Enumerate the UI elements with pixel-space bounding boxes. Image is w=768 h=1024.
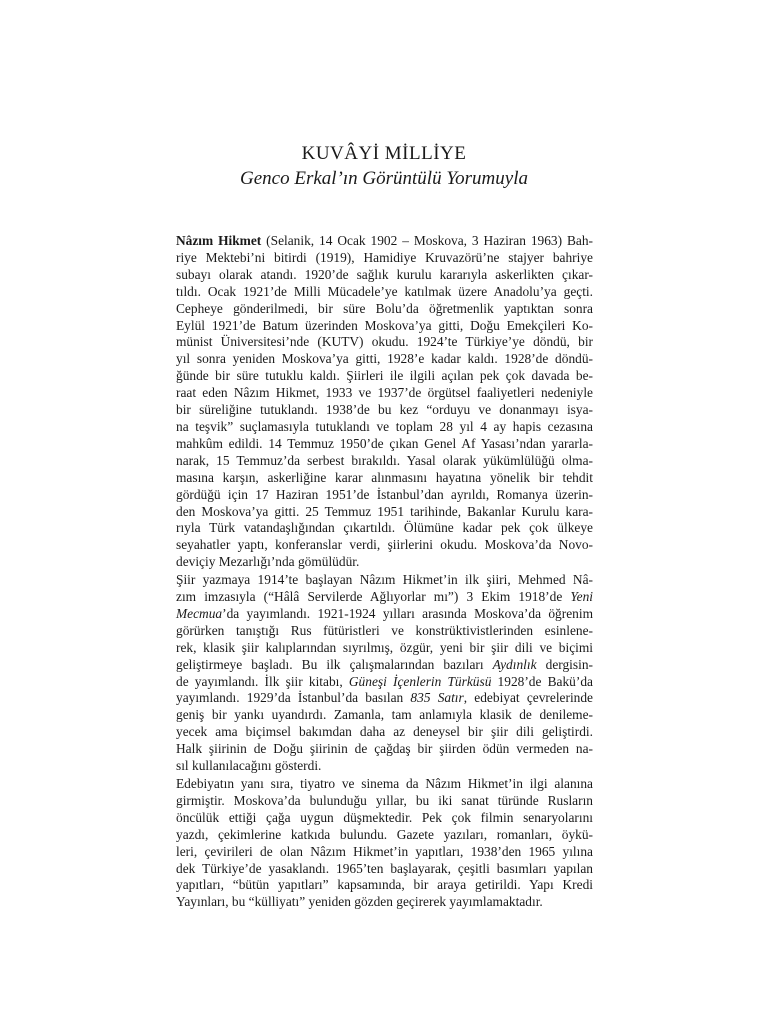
text-line	[176, 334, 593, 351]
text-run: Edebiyatın yanı sıra, tiyatro ve sinema da Nâzım Hikmet’in ilgi alanına	[176, 776, 593, 791]
text-run: yıl sonra yeniden Moskova’ya gitti, 1928’e kadar kaldı. 1928’de döndü-	[176, 351, 593, 367]
text-line	[176, 657, 593, 674]
page-subtitle: Genco Erkal’ın Görüntülü Yorumuyla	[240, 168, 528, 189]
paragraph	[176, 776, 593, 911]
text-line	[176, 368, 593, 385]
text-line	[176, 776, 593, 793]
text-run: Cepheye gönderilmedi, bir süre Bolu’da öğretmenlik yaptıktan sonra	[176, 300, 593, 316]
text-line	[176, 894, 593, 911]
page-title: KUVÂYİ MİLLİYE	[301, 143, 467, 164]
text-run: den Moskova’ya gitti. 25 Temmuz 1951 tarihinde, Bakanlar Kurulu kara-	[176, 503, 593, 519]
text-run: tıldı. Ocak 1921’de Milli Mücadele’ye katılmak üzere Anadolu’ya geçti.	[176, 283, 593, 299]
text-run: zım imzasıyla (“Hâlâ Servilerde Ağlıyorlar mı”) 3 Ekim 1918’de	[176, 589, 571, 605]
text-run: girmiştir. Moskova’da bulunduğu yıllar, bu iki sanat türünde Rusların	[176, 792, 593, 808]
text-line	[176, 707, 593, 724]
text-line	[176, 690, 593, 707]
text-line	[176, 844, 593, 861]
text-line	[176, 724, 593, 741]
text-line	[176, 554, 593, 571]
text-run: dek Türkiye’de yasaklandı. 1965’ten başlayarak, çeşitli basımları yapılan	[176, 860, 593, 876]
text-line	[176, 589, 593, 606]
text-run: öncülük ettiği çağa uygun düşmektedir. Pek çok filmin senaryolarını	[176, 809, 593, 825]
paragraph	[176, 233, 593, 571]
text-run: ğünde bir süre tutuklu kaldı. Şiirleri ile ilgili açılan pek çok davada be-	[176, 368, 593, 384]
text-line	[176, 606, 593, 623]
paragraph	[176, 572, 593, 775]
text-run: yazdı, çekimlerine katkıda bulundu. Gazete yazıları, romanları, öykü-	[176, 826, 593, 842]
text-run: 1928’de Bakü’da	[491, 673, 593, 689]
text-run: yapıtları, “bütün yapıtları” kapsamında, bir araya getirildi. Yapı Kredi	[176, 877, 593, 893]
text-run: geniş bir yankı uyandırdı. Zamanla, tam anlamıyla klasik de denileme-	[176, 707, 593, 723]
italic-title: Güneşi İçenlerin Türküsü	[348, 673, 492, 689]
text-run: görürken tanıştığı Rus fütüristleri ve konstrüktivistlerinden esinlene-	[176, 622, 593, 638]
text-run: Şiir yazmaya 1914’te başlayan Nâzım Hikmet’in ilk şiiri, Mehmed Nâ-	[176, 572, 593, 588]
text-run: riye Mektebi’ni bitirdi (1919), Hamidiye Kruvazörü’ne stajyer bahriye	[176, 249, 593, 265]
text-line	[176, 640, 593, 657]
text-line	[176, 537, 593, 554]
text-line	[176, 623, 593, 640]
italic-title: Mecmua	[176, 605, 223, 621]
text-run: masına karşın, askerliğine karar alınmasını hayatına yönelik bir tehdit	[176, 469, 593, 485]
text-run: sıl kullanılacağını gösterdi.	[176, 758, 322, 774]
text-run: yayımlandı. 1929’da İstanbul’da basılan	[176, 690, 411, 706]
text-run: seyahatler yaptı, konferanslar verdi, şiirlerini okudu. Moskova’da Novo-	[176, 537, 593, 553]
text-run: narak, 15 Temmuz’da serbest bırakıldı. Yasal olarak yükümlülüğü olma-	[176, 452, 593, 468]
text-line	[176, 284, 593, 301]
text-run: bir süreliğine tutuklandı. 1938’de bu kez “orduyu ve donanmayı isya-	[176, 402, 593, 418]
text-line	[176, 470, 593, 487]
text-line	[176, 453, 593, 470]
bold-name: Nâzım Hikmet	[176, 233, 262, 248]
text-run: mahkûm edildi. 14 Temmuz 1950’de çıkan Genel Af Yasası’ndan yararla-	[176, 435, 593, 451]
text-line	[176, 758, 593, 775]
text-run: deviçiy Mezarlığı’nda gömülüdür.	[176, 554, 360, 570]
italic-title: 835 Satır	[410, 690, 464, 706]
text-line	[176, 402, 593, 419]
text-run: Halk şiirinin de Doğu şiirinin de çağdaş bir şiirden ödün vermeden na-	[176, 741, 593, 757]
text-line	[176, 301, 593, 318]
text-line	[176, 250, 593, 267]
text-line	[176, 877, 593, 894]
text-line	[176, 810, 593, 827]
text-run: (Selanik, 14 Ocak 1902 – Moskova, 3 Haziran 1963) Bah-	[261, 233, 594, 248]
text-line	[176, 233, 593, 250]
text-line	[176, 436, 593, 453]
text-line	[176, 793, 593, 810]
text-run: de yayımlandı. İlk şiir kitabı,	[176, 673, 349, 689]
text-run: , edebiyat çevrelerinde	[463, 690, 594, 706]
text-run: münist Üniversitesi’nde (KUTV) okudu. 1924’te Türkiye’ye döndü, bir	[176, 334, 593, 350]
text-run: rıyla Türk vatandaşlığından çıkartıldı. Ölümüne kadar pek çok ülkeye	[176, 520, 593, 536]
text-run: gördüğü için 17 Haziran 1951’de İstanbul’dan ayrıldı, Romanya üzerin-	[176, 486, 593, 502]
text-run: raat eden Nâzım Hikmet, 1933 ve 1937’de örgütsel faaliyetleri nedeniyle	[176, 385, 593, 401]
text-run: ’da yayımlandı. 1921-1924 yılları arasında Moskova’da öğrenim	[222, 605, 593, 621]
text-line	[176, 318, 593, 335]
text-line	[176, 520, 593, 537]
text-line	[176, 351, 593, 368]
text-line	[176, 504, 593, 521]
text-line	[176, 487, 593, 504]
text-line	[176, 674, 593, 691]
text-line	[176, 419, 593, 436]
text-run: Yayınları, bu “külliyatı” yeniden gözden geçirerek yayımlamaktadır.	[176, 894, 543, 910]
biography-text	[176, 233, 593, 912]
italic-title: Aydınlık	[492, 656, 537, 672]
italic-title: Yeni	[570, 589, 593, 605]
text-line	[176, 572, 593, 589]
text-run: Eylül 1921’de Batum üzerinden Moskova’ya gitti, Doğu Emekçileri Ko-	[176, 317, 593, 333]
text-run: geliştirmeye başladı. Bu ilk çalışmalarından bazıları	[176, 656, 493, 672]
text-run: na teşvik” suçlamasıyla tutuklandı ve toplam 28 yıl 4 ay hapis cezasına	[176, 418, 593, 434]
text-line	[176, 827, 593, 844]
text-run: subayı olarak atandı. 1920’de sağlık kurulu kararıyla askerlikten çıkar-	[176, 266, 593, 282]
text-line	[176, 861, 593, 878]
text-line	[176, 741, 593, 758]
text-run: yecek ama biçimsel bakımdan daha az deneysel bir şiir dili geliştirdi.	[176, 724, 593, 740]
text-line	[176, 385, 593, 402]
text-run: dergisin-	[536, 656, 593, 672]
text-run: rek, klasik şiir kalıplarından sıyrılmış, özgür, yeni bir şiir dili ve biçimi	[176, 639, 593, 655]
text-line	[176, 267, 593, 284]
text-run: leri, çevirileri de olan Nâzım Hikmet’in yapıtları, 1938’den 1965 yılına	[176, 843, 593, 859]
